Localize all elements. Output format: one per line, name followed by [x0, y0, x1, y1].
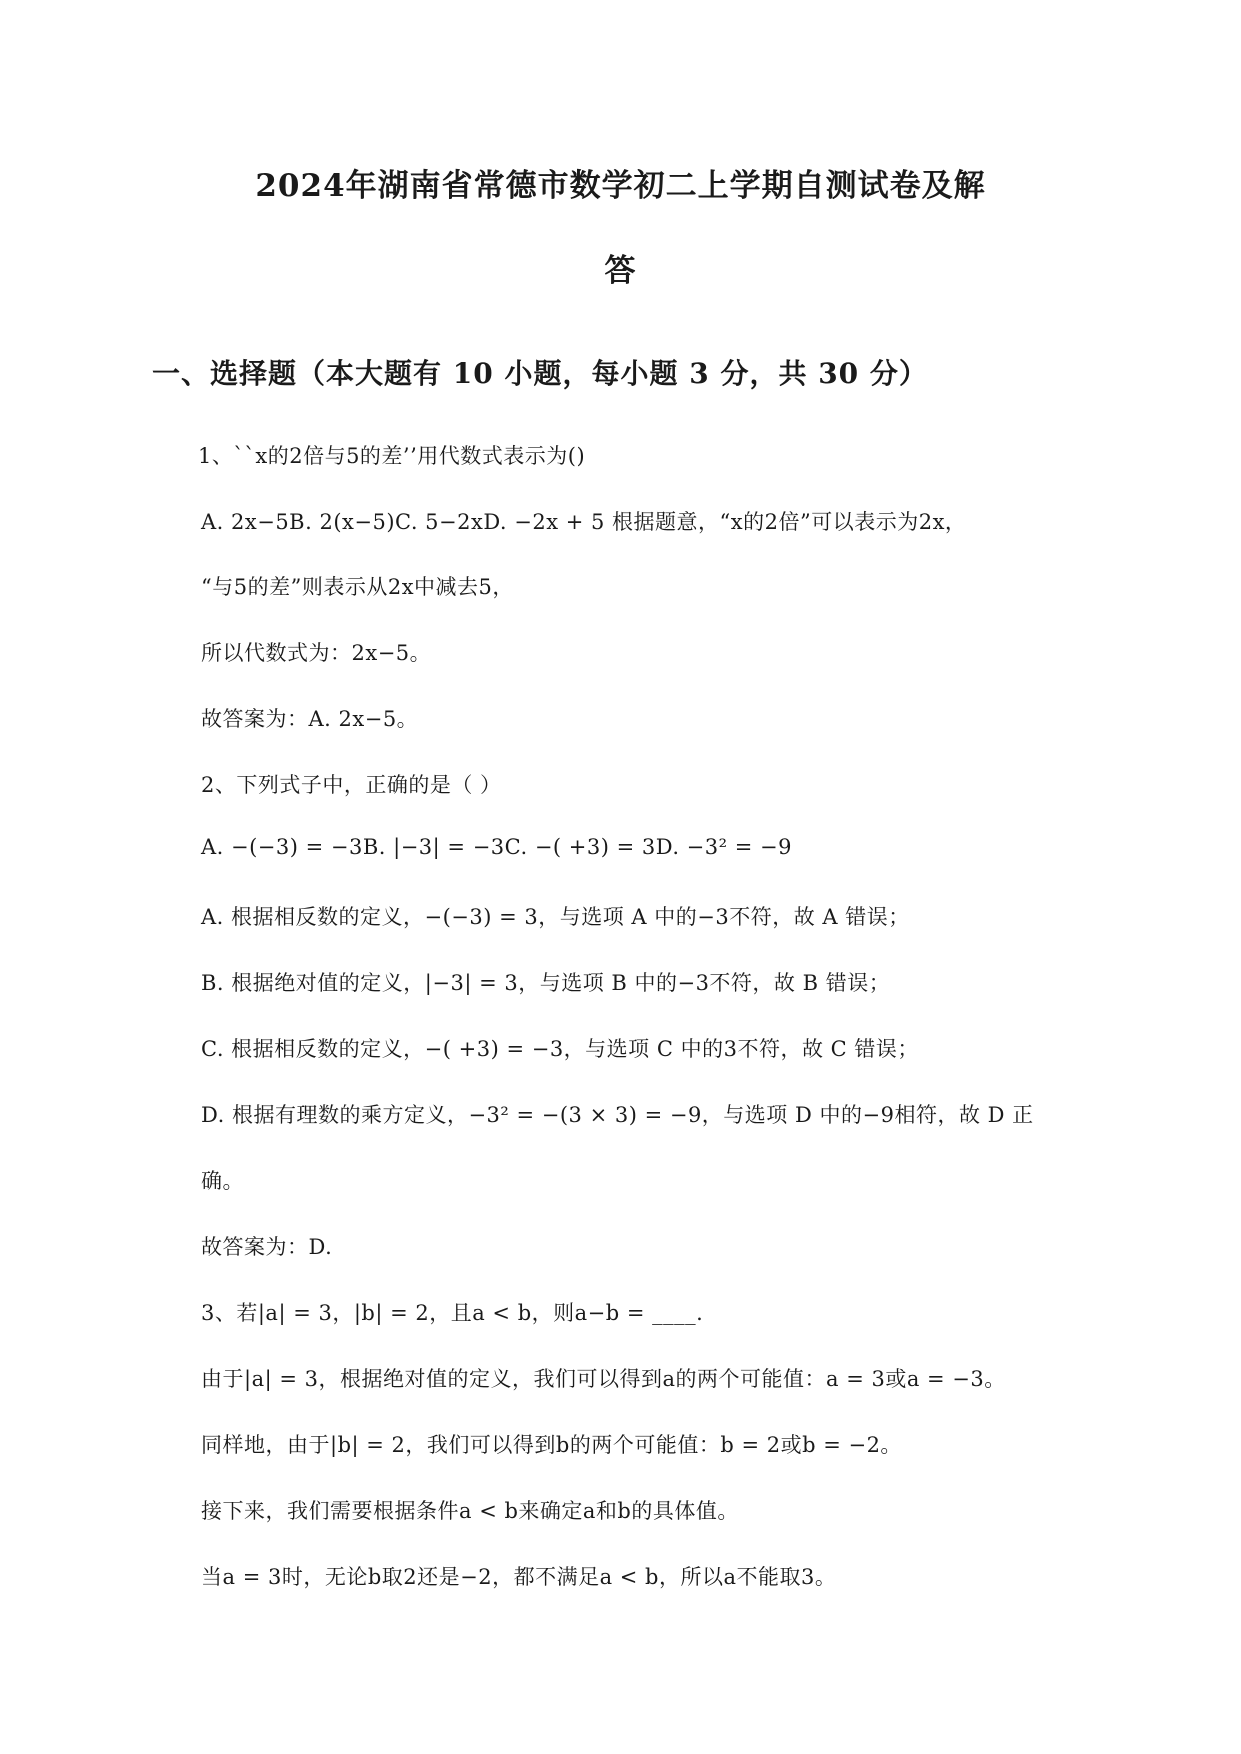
q1-solution-line: “与5的差”则表示从2x中减去5， [201, 575, 514, 599]
question-3: 3、若|a| = 3，|b| = 2，且a < b，则a−b = ____. [201, 1301, 704, 1325]
q3-solution-line: 接下来，我们需要根据条件a < b来确定a和b的具体值。 [201, 1499, 739, 1523]
question-2: 2、下列式子中，正确的是（ ） [201, 773, 502, 797]
q2-solution-d-cont: 确。 [201, 1169, 244, 1193]
q2-options: A. −(−3) = −3B. |−3| = −3C. −( +3) = 3D. −3² = −9 [201, 835, 792, 859]
q3-solution-line: 当a = 3时，无论b取2还是−2，都不满足a < b，所以a不能取3。 [201, 1565, 837, 1589]
q3-solution-line: 由于|a| = 3，根据绝对值的定义，我们可以得到a的两个可能值：a = 3或a = −3。 [201, 1367, 1006, 1391]
q2-solution-d: D. 根据有理数的乘方定义，−3² = −(3 × 3) = −9，与选项 D 中的−9相符，故 D 正 [201, 1103, 1034, 1127]
q1-options-and-solution: A. 2x−5B. 2(x−5)C. 5−2xD. −2x + 5 根据题意，“x的2倍”可以表示为2x， [201, 510, 967, 534]
q1-answer: 故答案为：A. 2x−5。 [201, 707, 419, 731]
q2-solution-c: C. 根据相反数的定义，−( +3) = −3，与选项 C 中的3不符，故 C 错误； [201, 1037, 919, 1061]
q1-solution-line: 所以代数式为：2x−5。 [201, 641, 432, 665]
q2-solution-a: A. 根据相反数的定义，−(−3) = 3，与选项 A 中的−3不符，故 A 错误； [201, 905, 910, 929]
section-heading-choice: 一、选择题（本大题有 10 小题，每小题 3 分，共 30 分） [152, 357, 928, 390]
q3-solution-line: 同样地，由于|b| = 2，我们可以得到b的两个可能值：b = 2或b = −2。 [201, 1433, 902, 1457]
q2-answer: 故答案为：D. [201, 1235, 333, 1259]
doc-title-line-2: 答 [604, 253, 637, 289]
doc-title-line-1: 2024年湖南省常德市数学初二上学期自测试卷及解 [255, 168, 986, 204]
q2-solution-b: B. 根据绝对值的定义，|−3| = 3，与选项 B 中的−3不符，故 B 错误； [201, 971, 891, 995]
question-1: 1、``x的2倍与5的差’’用代数式表示为() [198, 444, 586, 468]
